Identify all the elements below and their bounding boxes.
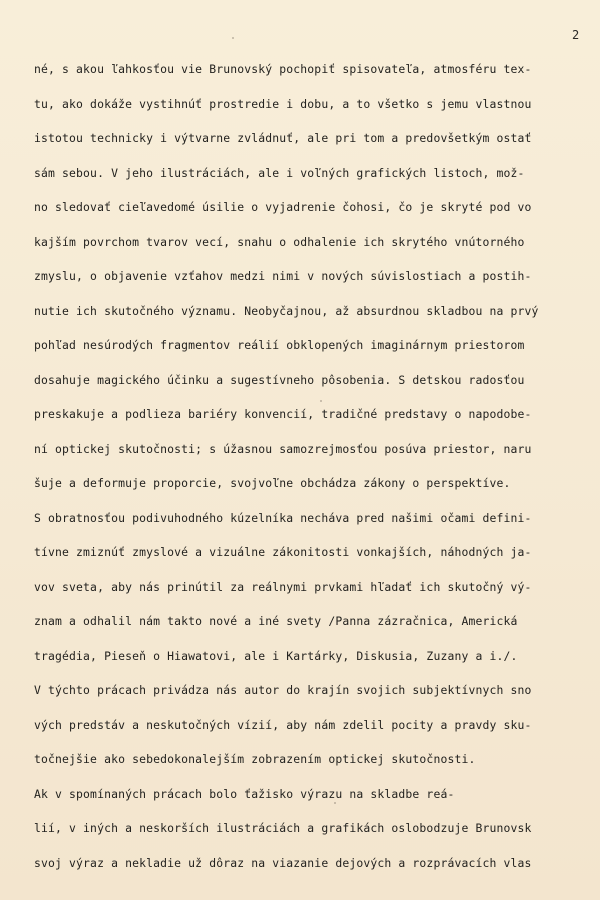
text-line: vov sveta, aby nás prinútil za reálnymi prvkami hľadať ich skutočný vý- (34, 579, 532, 594)
text-line: no sledovať cieľavedomé úsilie o vyjadrenie čohosi, čo je skryté pod vo (34, 200, 532, 214)
text-line: tragédia, Pieseň o Hiawatovi, ale i Kartárky, Diskusia, Zuzany a i./. (34, 648, 518, 663)
text-line: tu, ako dokáže vystihnúť prostredie i dobu, a to všetko s jemu vlastnou (34, 96, 532, 111)
page-number: 2 (572, 28, 580, 42)
text-line: V týchto prácach privádza nás autor do krajín svojich subjektívnych sno (34, 683, 532, 697)
text-line: šuje a deformuje proporcie, svojvoľne obchádza zákony o perspektíve. (34, 476, 511, 490)
text-line: Ak v spomínaných prácach bolo ťažisko výrazu na skladbe reá- (34, 786, 455, 801)
text-line: né, s akou ľahkosťou vie Brunovský pochopiť spisovateľa, atmosféru tex- (34, 62, 532, 76)
text-line: sám sebou. V jeho ilustráciách, ale i voľných grafických listoch, mož- (34, 165, 525, 180)
text-line: svoj výraz a nekladie už dôraz na viazanie dejových a rozprávacích vlas (34, 855, 532, 870)
paper-speck (232, 37, 234, 39)
text-line: preskakuje a podlieza bariéry konvencií, tradičné predstavy o napodobe- (34, 407, 532, 421)
text-line: točnejšie ako sebedokonalejším zobrazením optickej skutočnosti. (34, 752, 476, 766)
paper-speck (334, 802, 336, 804)
text-line: S obratnosťou podivuhodného kúzelníka necháva pred našimi očami defini- (34, 510, 532, 525)
text-line: ní optickej skutočnosti; s úžasnou samozrejmosťou posúva priestor, naru (34, 441, 532, 456)
text-line: dosahuje magického účinku a sugestívneho pôsobenia. S detskou radosťou (34, 372, 525, 387)
text-line: kajším povrchom tvarov vecí, snahu o odhalenie ich skrytého vnútorného (34, 234, 525, 249)
text-line: zmyslu, o objavenie vzťahov medzi nimi v nových súvislostiach a postih- (34, 269, 532, 283)
text-line: istotou technicky i výtvarne zvládnuť, ale pri tom a predovšetkým ostať (34, 131, 532, 145)
text-line: pohľad nesúrodých fragmentov reálií obklopených imaginárnym priestorom (34, 338, 525, 352)
text-line: nutie ich skutočného významu. Neobyčajnou, až absurdnou skladbou na prvý (34, 303, 539, 318)
text-line: tívne zmiznúť zmyslové a vizuálne zákonitosti vonkajších, náhodných ja- (34, 545, 532, 559)
text-line: lií, v iných a neskorších ilustráciách a grafikách oslobodzuje Brunovsk (34, 821, 532, 835)
text-line: vých predstáv a neskutočných vízií, aby nám zdelil pocity a pravdy sku- (34, 717, 532, 732)
paper-speck (320, 400, 322, 402)
text-line: znam a odhalil nám takto nové a iné svety /Panna zázračnica, Americká (34, 614, 518, 628)
